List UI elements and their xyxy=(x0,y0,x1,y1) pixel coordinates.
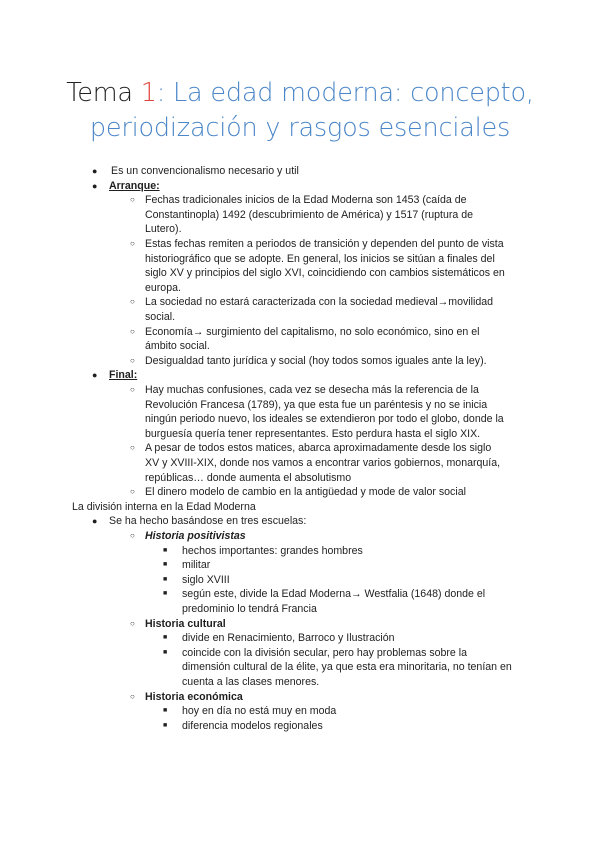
arranque-heading: Arranque: xyxy=(109,179,160,192)
arranque-item-line: Desigualdad tanto jurídica y social (hoy todos somos iguales ante la ley). xyxy=(145,354,487,367)
arranque-item-line: Economía→ surgimiento del capitalismo, no solo económico, sino en el xyxy=(145,325,480,338)
final-item-line: Revolución Francesa (1789), ya que esta fue un paréntesis y no se inicia xyxy=(145,398,488,411)
title-prefix: Tema xyxy=(66,78,141,108)
bullet-level-3: ■ xyxy=(163,648,168,656)
title-line-1 xyxy=(0,76,600,111)
school-item-line: según este, divide la Edad Moderna→ Westfalia (1648) donde el xyxy=(182,588,486,601)
bullet-level-3: ■ xyxy=(163,634,168,642)
final-item-line: A pesar de todos estos matices, abarca aproximadamente desde los siglo xyxy=(145,442,492,455)
school-item-line: coincide con la división secular, pero hay problemas sobre la xyxy=(182,646,468,659)
school-item-line: dimensión cultural de la élite, ya que esta era minoritaria, no tenían en xyxy=(182,661,512,674)
bullet-level-2: ○ xyxy=(130,326,135,336)
bullet-level-1: ● xyxy=(92,166,98,176)
bullet-level-3: ■ xyxy=(163,590,168,598)
arranque-item-line: siglo XV y principios del siglo XVI, coincidiendo con cambios sistemáticos en xyxy=(145,267,505,280)
arranque-item-line: Lutero). xyxy=(145,223,182,236)
arranque-item-line: social. xyxy=(145,311,176,323)
bullet-level-2: ○ xyxy=(130,385,135,394)
title-number: 1 xyxy=(140,78,157,108)
bullet-level-1: ● xyxy=(92,516,98,527)
final-item-line: El dinero modelo de cambio en la antigüedad y mode de valor social xyxy=(145,486,466,499)
intro-text: Es un convencionalismo necesario y util xyxy=(111,165,299,177)
bullet-level-1: ● xyxy=(92,180,98,191)
arranque-item-line: Constantinopla) 1492 (descubrimiento de América) y 1517 (ruptura de xyxy=(145,208,474,221)
bullet-level-2: ○ xyxy=(130,239,135,248)
school-item-line: hechos importantes: grandes hombres xyxy=(182,544,363,557)
title-rest: : La edad moderna: concepto, xyxy=(156,78,534,108)
bullet-level-2: ○ xyxy=(130,531,135,540)
division-heading: La división interna en la Edad Moderna xyxy=(72,500,256,513)
school-name: Historia positivistas xyxy=(145,530,246,542)
school-item-line: divide en Renacimiento, Barroco y Ilustración xyxy=(182,632,395,645)
arranque-item-line: historiográfico que se adopte. En general, los inicios se sitúan a finales del xyxy=(145,252,495,265)
title-line-2: periodización y rasgos esenciales xyxy=(89,113,511,143)
arranque-item-line: europa. xyxy=(145,281,181,294)
school-name: Historia cultural xyxy=(145,617,226,630)
bullet-level-2: ○ xyxy=(130,195,135,205)
school-item-line: militar xyxy=(182,559,211,572)
school-item-line: diferencia modelos regionales xyxy=(182,719,323,732)
bullet-level-2: ○ xyxy=(130,443,135,453)
school-name: Historia económica xyxy=(145,690,243,703)
division-intro: Se ha hecho basándose en tres escuelas: xyxy=(109,515,307,528)
bullet-level-2: ○ xyxy=(130,355,135,365)
final-item-line: Hay muchas confusiones, cada vez se desecha más la referencia de la xyxy=(145,384,479,396)
arranque-item-line: La sociedad no estará caracterizada con la sociedad medieval→movilidad xyxy=(145,296,494,309)
final-item-line: XV y XVIII-XIX, donde nos vamos a encontrar varios gobiernos, monarquía, xyxy=(145,457,501,469)
bullet-level-2: ○ xyxy=(130,297,135,307)
final-item-line: ningún periodo nuevo, los ideales se extendieron por todo el globo, donde la xyxy=(145,413,504,426)
bullet-level-2: ○ xyxy=(130,487,135,497)
bullet-level-3: ■ xyxy=(163,575,168,583)
final-heading: Final: xyxy=(109,369,138,382)
final-item-line: burguesía quería tener representantes. Esto perdura hasta el siglo XIX. xyxy=(145,427,481,440)
final-item-line: repúblicas… donde aumenta el absolutismo xyxy=(145,471,352,484)
school-item-line: cuenta a las clases menores. xyxy=(182,676,320,688)
school-item-line: siglo XVIII xyxy=(182,573,230,586)
page-title xyxy=(0,76,600,146)
bullet-level-3: ■ xyxy=(163,721,168,729)
arranque-item-line: Fechas tradicionales inicios de la Edad Moderna son 1453 (caída de xyxy=(145,194,467,207)
bullet-level-2: ○ xyxy=(130,691,135,701)
bullet-level-3: ■ xyxy=(163,707,168,715)
bullet-level-3: ■ xyxy=(163,546,168,554)
school-item-line: hoy en día no está muy en moda xyxy=(182,705,337,718)
bullet-level-1: ● xyxy=(92,370,98,381)
arranque-item-line: Estas fechas remiten a periodos de transición y dependen del punto de vista xyxy=(145,238,504,250)
bullet-level-3: ■ xyxy=(163,561,168,569)
school-item-line: predominio lo tendrá Francia xyxy=(182,603,317,615)
arranque-item-line: ámbito social. xyxy=(145,340,210,353)
bullet-level-2: ○ xyxy=(130,618,135,628)
